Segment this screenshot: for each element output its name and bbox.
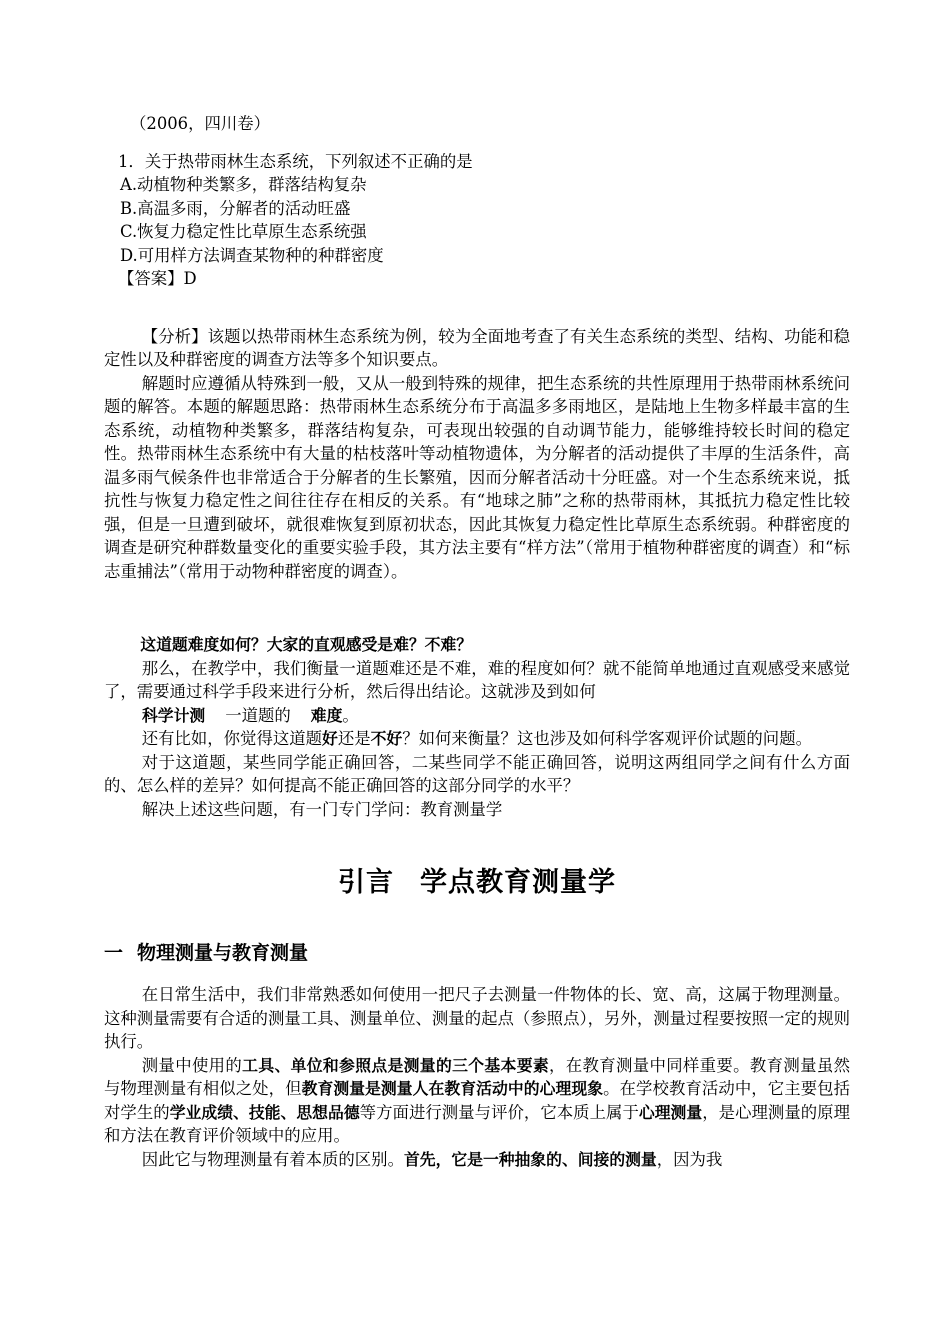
answer-line: 【答案】D [118,269,197,288]
chapter-title: 引言 学点教育测量学 [338,867,616,898]
kw-difficulty: 难度 [310,705,343,725]
option-b: B.高温多雨，分解者的活动旺盛 [120,198,351,218]
measure-paragraph: 那么，在教学中，我们衡量一道题难还是不难，难的程度如何？就不能简单地通过直观感受来感觉了，需要通过科学手段来进行分析，然后得出结论。这就涉及到如何 [104,658,850,701]
groups-paragraph: 对于这道题，某些同学能正确回答，二某些同学不能正确回答，说明这两组同学之间有什么方面的、怎么样的差异？如何提高不能正确回答的这部分同学的水平？ [104,752,850,795]
option-d: D.可用样方法调查某物种的种群密度 [120,245,384,265]
difficulty-question: 这道题难度如何？大家的直观感受是难？不难？ [140,635,473,654]
solution-intro-paragraph: 解决上述这些问题，有一门专门学问：教育测量学 [141,799,503,819]
solution-paragraph: 解题时应遵循从特殊到一般，又从一般到特殊的规律，把生态系统的共性原理用于热带雨林系统问题的解答。本题的解题思路：热带雨林生态系统分布于高温多多雨地区，是陆地上生物多样最丰富的生态系统，动植物种类繁多，群落结构复杂，可表现出较强的自动调节能力，能够维持较长时间的稳定性。热带雨林生态系统中有大量的枯枝落叶等动植物遗体，为分解者的活动提供了丰厚的生活条件，高温多雨气候条件也非常适合于分解者的生长繁殖，因而分解者活动十分旺盛。对一个生态系统来说，抵抗性与恢复力稳定性之间往往存在相反的关系。有“地球之肺”之称的热带雨林，其抵抗力稳定性比较强，但是一旦遭到破坏，就很难恢复到原初状态，因此其恢复力稳定性比草原生态系统弱。种群密度的调查是研究种群数量变化的重要实验手段，其方法主要有“样方法”（常用于植物种群密度的调查）和“标志重捕法”（常用于动物种群密度的调查）。 [104,373,850,581]
kw-scientific-measure: 科学计测 [142,705,206,725]
section-paragraph-1: 在日常生活中，我们非常熟悉如何使用一把尺子去测量一件物体的长、宽、高，这属于物理测量。这种测量需要有合适的测量工具、测量单位、测量的起点（参照点），另外，测量过程要按照一定的规则执行。 [104,985,850,1051]
section-heading: 一 物理测量与教育测量 [104,942,309,964]
option-c: C.恢复力稳定性比草原生态系统强 [120,222,367,241]
measure-keywords-line: 科学计测 一道题的 难度。 [142,705,359,725]
section-paragraph-2: 测量中使用的工具、单位和参照点是测量的三个基本要素，在教育测量中同样重要。教育测量虽然与物理测量有相似之处，但教育测量是测量人在教育活动中的心理现象。在学校教育活动中，它主要包括对学生的学业成绩、技能、思想品德等方面进行测量与评价，它本质上属于心理测量，是心理测量的原理和方法在教育评价领域中的应用。 [104,1055,851,1145]
quality-paragraph: 还有比如，你觉得这道题好还是不好？如何来衡量？这也涉及如何科学客观评价试题的问题。 [141,729,812,748]
kw-bad: 不好 [370,729,403,748]
kw-good: 好 [322,729,338,748]
document-page [104,112,850,1171]
question-source: （2006，四川卷） [130,114,271,133]
section-paragraph-3: 因此它与物理测量有着本质的区别。首先，它是一种抽象的、间接的测量，因为我 [141,1149,723,1169]
kw-mid-text: 一道题的 [225,705,291,725]
question-stem: 1．关于热带雨林生态系统，下列叙述不正确的是 [118,151,473,171]
analysis-paragraph: 【分析】该题以热带雨林生态系统为例，较为全面地考查了有关生态系统的类型、结构、功能和稳定性以及种群密度的调查方法等多个知识要点。 [104,326,850,369]
option-a: A.动植物种类繁多，群落结构复杂 [120,175,367,194]
